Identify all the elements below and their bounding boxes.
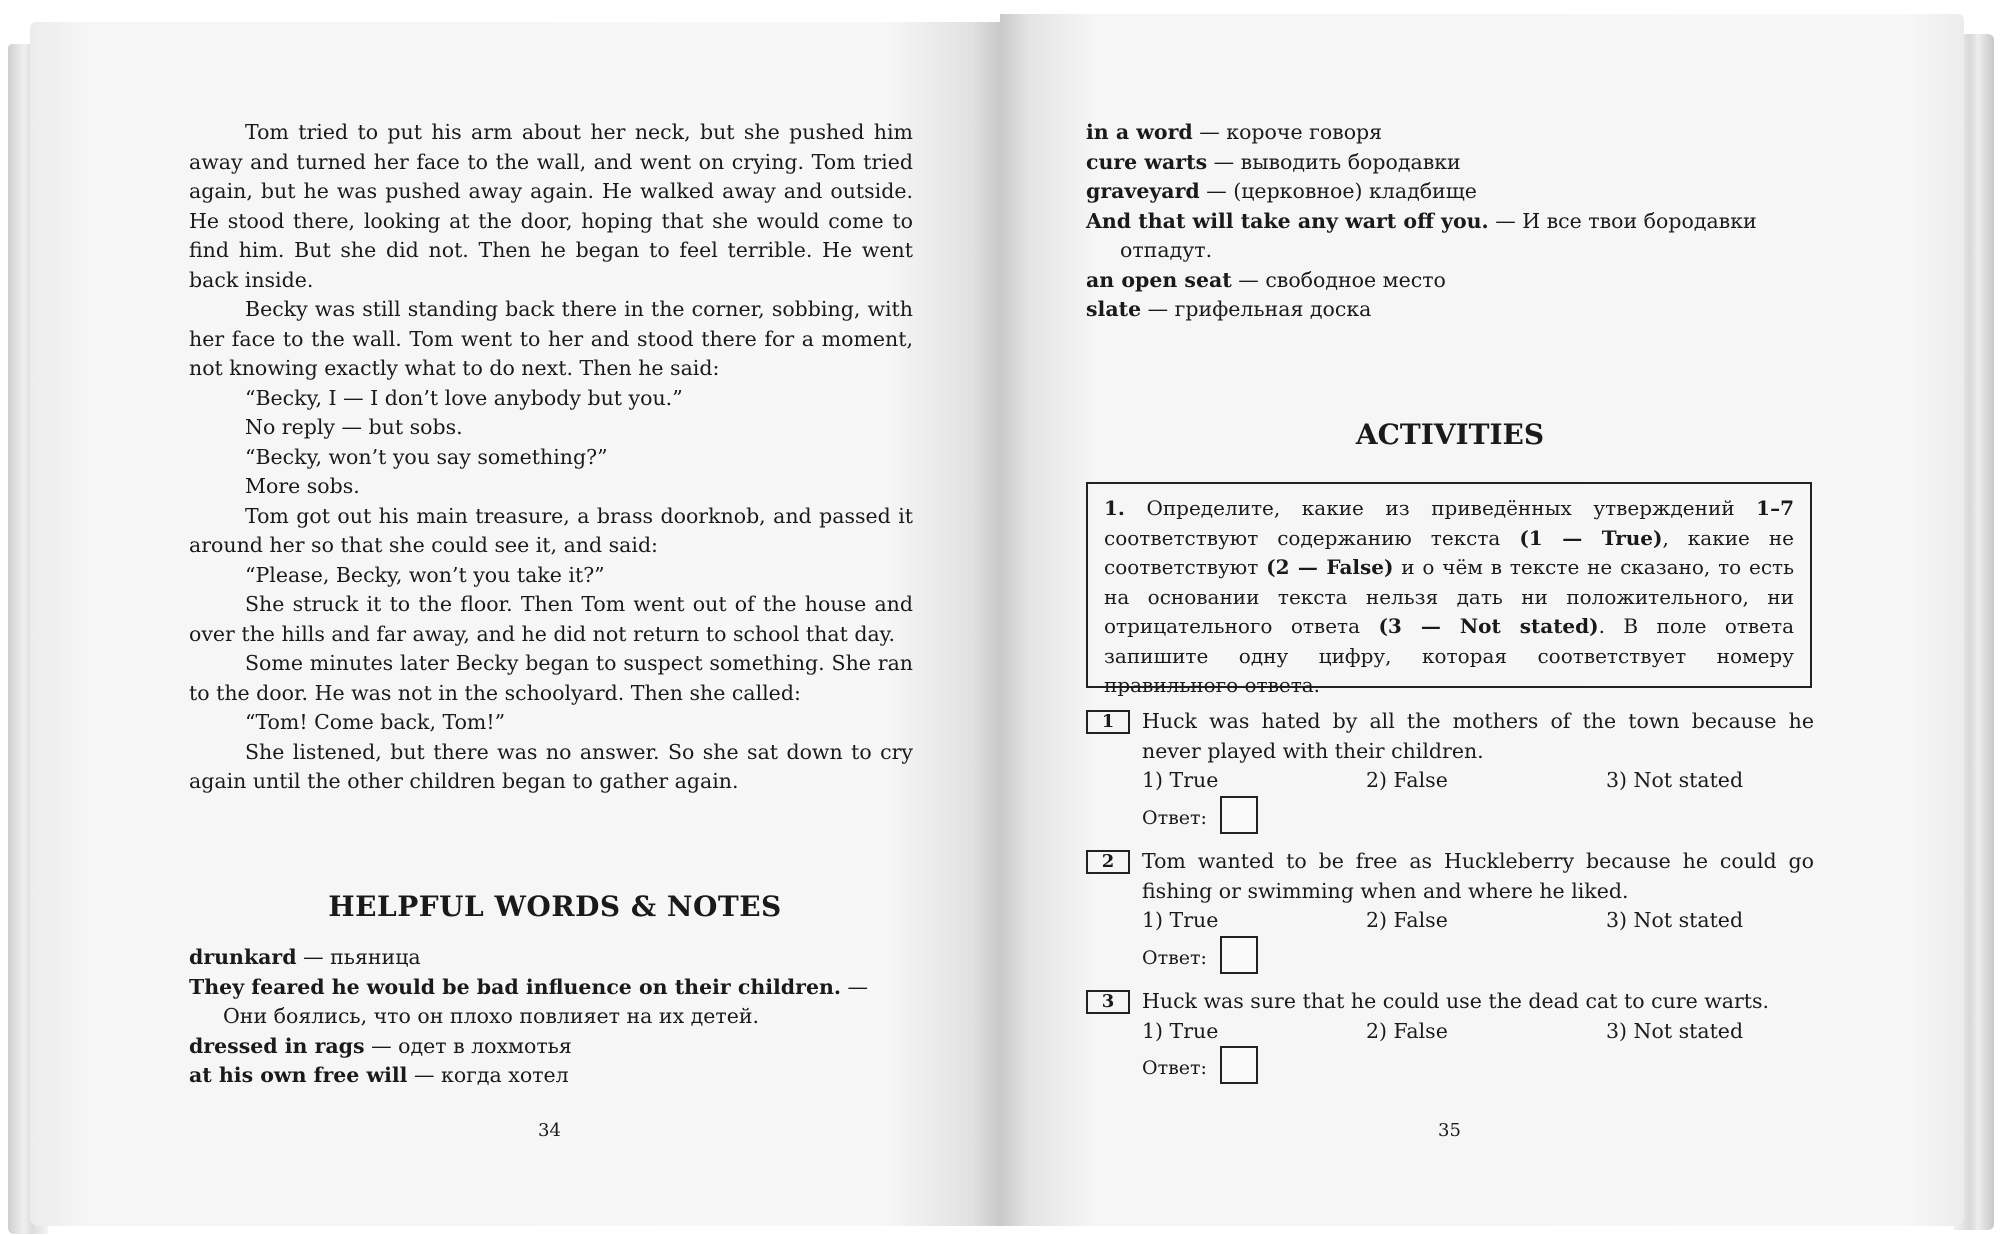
answer-box[interactable] [1220, 796, 1258, 834]
glossary-translation: короче говоря [1226, 120, 1383, 144]
story-paragraph: Tom tried to put his arm about her neck, but she pushed him away and turned her face to the wall, and went on crying. Tom tried again, but he was pushed away again. He walked away and outside. He stood there, looking at the door, hoping that she would come to find him. But she did not. Then he began to feel terrible. He went back inside. [189, 120, 913, 292]
answer-label: Ответ: [1142, 1057, 1207, 1079]
answer-label: Ответ: [1142, 946, 1207, 969]
question-3 [1086, 987, 1814, 1090]
glossary-translation: грифельная доска [1174, 297, 1372, 321]
option-not-stated: 3) Not stated [1606, 1018, 1744, 1043]
dialogue-line: “Becky, won’t you say something?” [245, 444, 608, 469]
glossary-dash: — [364, 1033, 399, 1058]
question-1 [1086, 707, 1814, 840]
glossary-dash: — [1207, 149, 1241, 174]
question-2 [1086, 847, 1814, 980]
question-text: Tom wanted to be free as Huckleberry because he could go fishing or swimming when and where he liked. [1142, 849, 1814, 903]
glossary-term: And that will take any wart off you. [1086, 208, 1489, 233]
glossary-translation: И все твои бородавки отпадут. [1120, 208, 1757, 262]
task-true-label: (1 — True) [1519, 525, 1663, 550]
option-false: 2) False [1366, 768, 1448, 792]
right-glossary [1086, 118, 1814, 325]
glossary-term: an open seat [1086, 267, 1232, 292]
glossary-dash: — [407, 1063, 442, 1087]
glossary-translation: когда хотел [441, 1063, 569, 1087]
glossary-entry [1086, 148, 1814, 178]
task-text: Определите, какие из приведённых утверждений [1124, 496, 1757, 520]
task-text: и о чём в тексте не сказано, то есть на основании текста нельзя дать ни положительного, ни отрицательного ответа [1104, 555, 1795, 638]
question-text: Huck was sure that he could use the dead cat to cure warts. [1142, 989, 1770, 1013]
answer-label: Ответ: [1142, 806, 1207, 829]
story-paragraph: She struck it to the floor. Then Tom went out of the house and over the hills and far away, and he did not return to school that day. [189, 592, 913, 646]
question-options [1142, 1017, 1814, 1047]
story-paragraph: She listened, but there was no answer. So she sat down to cry again until the other children began to gather again. [189, 739, 913, 793]
task-range: 1–7 [1756, 496, 1794, 520]
glossary-term: They feared he would be bad influence on their children. [189, 974, 842, 999]
option-true: 1) True [1142, 908, 1219, 932]
glossary-entry [1086, 295, 1814, 325]
story-paragraph: Becky was still standing back there in the corner, sobbing, with her face to the wall. Tom went to her and stood there for a moment, not knowing exactly what to do next. Then he said: [189, 297, 913, 380]
task-not-stated-label: (3 — Not stated) [1378, 614, 1599, 638]
glossary-entry [189, 973, 913, 1032]
glossary-entry [1086, 177, 1814, 207]
glossary-term: drunkard [189, 945, 297, 969]
question-number: 2 [1086, 850, 1130, 874]
task-text: , какие не соответствуют [1104, 525, 1795, 579]
glossary-dash: — [1488, 208, 1523, 233]
dialogue-line: No reply — but sobs. [245, 415, 463, 439]
dialogue-line: More sobs. [245, 474, 360, 498]
glossary-term: cure warts [1086, 149, 1208, 174]
glossary-dash: — [841, 974, 869, 999]
glossary-entry [1086, 266, 1814, 296]
question-options [1142, 766, 1814, 796]
option-false: 2) False [1366, 908, 1448, 932]
glossary-entry [189, 1032, 913, 1062]
option-true: 1) True [1142, 1018, 1219, 1043]
task-number: 1. [1104, 496, 1125, 520]
story-text [189, 118, 913, 797]
glossary-translation: (церковное) кладбище [1233, 179, 1477, 203]
question-options [1142, 906, 1814, 936]
glossary-translation: свободное место [1265, 267, 1446, 292]
dialogue-line: “Becky, I — I don’t love anybody but you.” [245, 385, 683, 410]
glossary-dash: — [1192, 120, 1227, 144]
glossary-entry [189, 943, 913, 973]
glossary-dash: — [1231, 267, 1266, 292]
glossary-dash: — [1199, 179, 1234, 203]
glossary-translation: выводить бородавки [1240, 149, 1461, 174]
task-text: . В поле ответа запишите одну цифру, которая соответствует номеру правильного ответа. [1104, 614, 1795, 697]
glossary-dash: — [1141, 297, 1175, 321]
option-false: 2) False [1366, 1018, 1448, 1043]
page-number-left: 34 [538, 1120, 561, 1141]
glossary-term: at his own free will [189, 1063, 408, 1087]
glossary-entry [1086, 118, 1814, 148]
glossary-term: graveyard [1086, 179, 1200, 203]
page-number-right: 35 [1438, 1120, 1461, 1141]
glossary-term: slate [1086, 297, 1142, 321]
task-false-label: (2 — False) [1266, 555, 1394, 579]
answer-row [1142, 1046, 1814, 1090]
glossary-term: dressed in rags [189, 1033, 365, 1058]
answer-row [1142, 796, 1814, 840]
glossary-term: in a word [1086, 120, 1193, 144]
question-text: Huck was hated by all the mothers of the town because he never played with their children. [1142, 709, 1814, 763]
option-not-stated: 3) Not stated [1606, 908, 1744, 932]
glossary-translation: Они боялись, что он плохо повлияет на их детей. [223, 1004, 760, 1028]
task-text: соответствуют содержанию текста [1104, 525, 1520, 550]
task-instructions [1086, 482, 1812, 697]
notes-heading: HELPFUL WORDS & NOTES [328, 890, 782, 923]
glossary-translation: одет в лохмотья [398, 1033, 572, 1058]
option-not-stated: 3) Not stated [1606, 768, 1744, 792]
option-true: 1) True [1142, 768, 1219, 792]
story-paragraph: Tom got out his main treasure, a brass doorknob, and passed it around her so that she could see it, and said: [189, 503, 913, 557]
glossary-translation: пьяница [330, 945, 421, 969]
answer-box[interactable] [1220, 1046, 1258, 1084]
glossary-entry [189, 1061, 913, 1091]
question-number: 1 [1086, 710, 1130, 734]
dialogue-line: “Tom! Come back, Tom!” [245, 710, 506, 734]
answer-row [1142, 936, 1814, 980]
story-paragraph: Some minutes later Becky began to suspect something. She ran to the door. He was not in the schoolyard. Then she called: [189, 651, 913, 705]
left-glossary [189, 943, 913, 1091]
glossary-entry [1086, 207, 1814, 266]
glossary-dash: — [296, 945, 331, 969]
activities-heading: ACTIVITIES [1355, 418, 1545, 451]
answer-box[interactable] [1220, 936, 1258, 974]
question-number: 3 [1086, 990, 1130, 1014]
dialogue-line: “Please, Becky, won’t you take it?” [245, 562, 605, 587]
